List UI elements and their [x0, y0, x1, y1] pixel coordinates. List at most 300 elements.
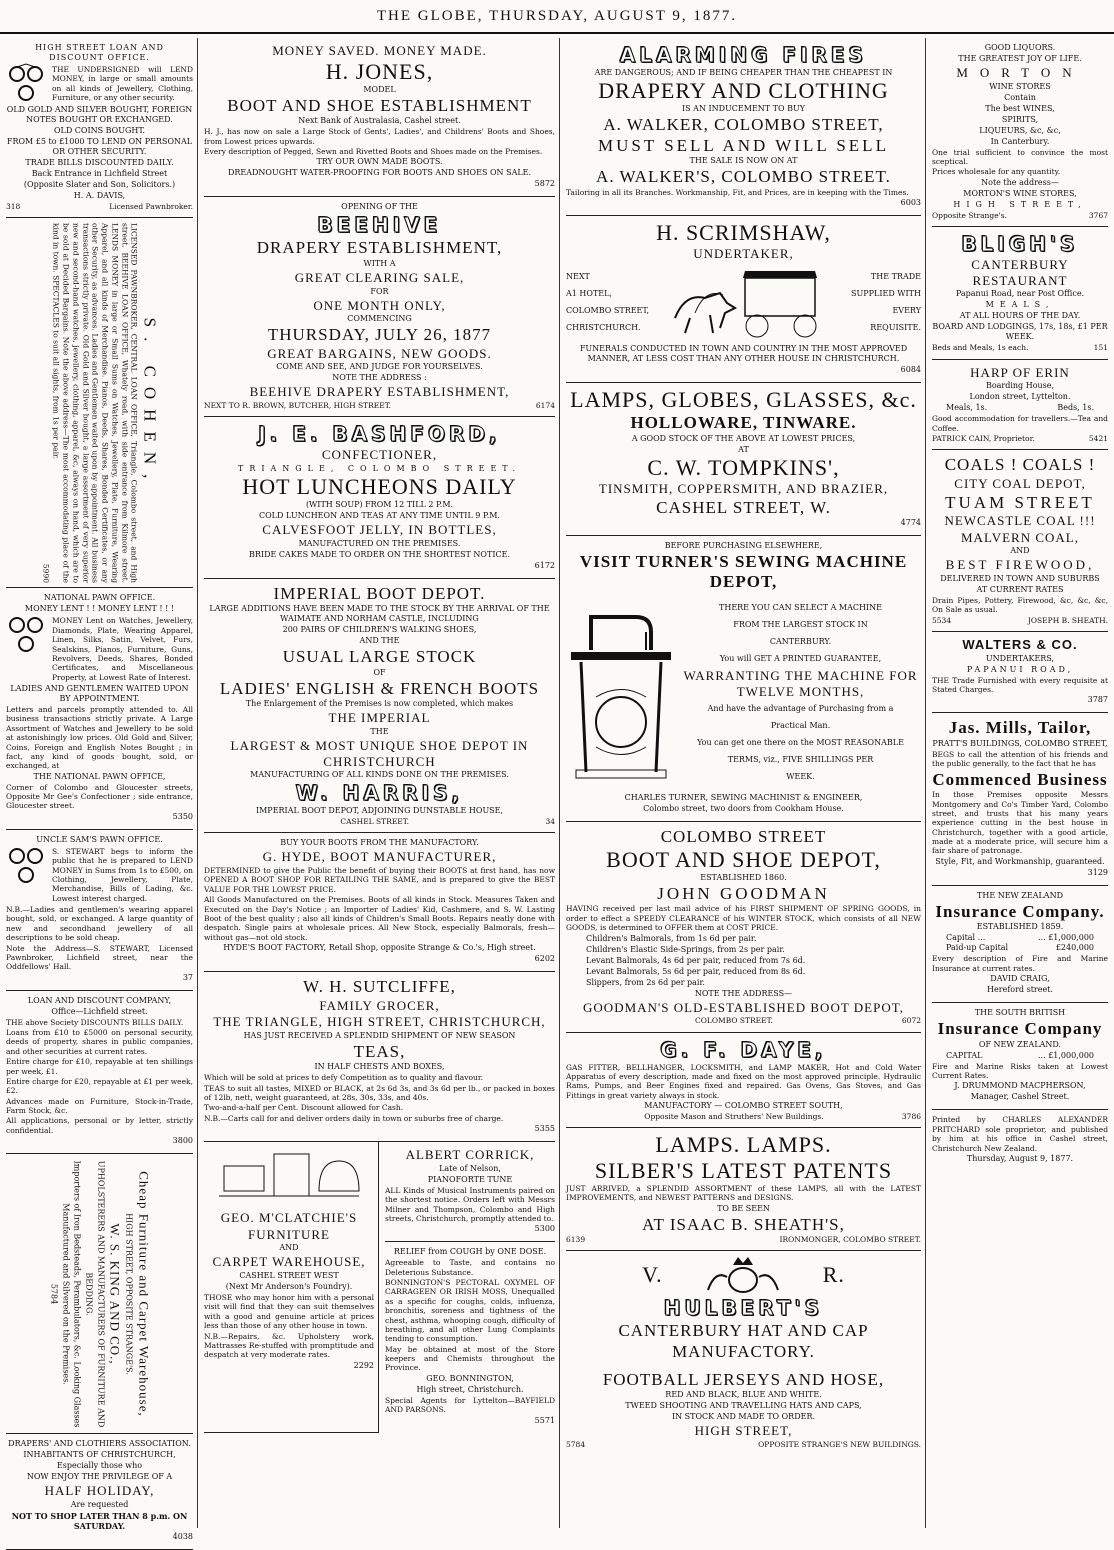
ad-line: OLD GOLD AND SILVER BOUGHT, FOREIGN NOTES BOUGHT OR EXCHANGED. [6, 105, 193, 124]
ad-body: LICENSED PAWNBROKER, CENTRAL LOAN OFFICE, Triangle, Colombo street, and High street. BEEHIVE LOAN OFFICE, Whately road, with side entrance from Kilmore street. LENDS MONEY in large or Small Sums on Watches, Jewellery, Plate, Furniture, Wearing Apparel, and all kinds of Merchandise. Pianos, Deeds, Shares, Bonded Certificates, or any other Security, as advances. Ladies and Gentlemen waited upon by appointment. All business transactions strictly private. Old Gold and Silver bought, a large assortment of very superior new and second-hand watches, jewellery, clothing, apparel, &c, always on hand, which are to be sold at Decided Bargains. Note the above address—The most accommodating place of the kind in town. SPECTACLES to suit all sights, from 1s per pair. [51, 222, 139, 583]
ad-line: COLOMBO STREET, [566, 306, 650, 316]
ad-name: CHARLES TURNER, SEWING MACHINIST & ENGINEER, [624, 793, 863, 803]
ad-line: BOARD AND LODGINGS, 17s, 18s, £1 PER WEEK. [932, 322, 1108, 342]
ad-role: Manager, Cashel Street. [970, 1092, 1070, 1102]
ad-line: TWEED SHOOTING AND TRAVELLING HATS AND CAPS, [625, 1401, 862, 1411]
ad-title: Insurance Company. [935, 901, 1105, 921]
ad-line: A1 HOTEL, [566, 289, 612, 299]
ad-number: 3786 [901, 1112, 921, 1122]
ad-subtitle: THE GREATEST JOY OF LIFE. [958, 54, 1082, 63]
ad-heading: TEAS, [353, 1041, 406, 1061]
ad-heading: MEALS, [985, 300, 1055, 310]
ad-address: London street, Lyttelton. [969, 392, 1071, 402]
ad-name: Jas. Mills, Tailor, [948, 718, 1092, 738]
ad-name: HARP OF ERIN [970, 364, 1070, 380]
ad-title: WINE STORES [989, 81, 1051, 91]
ad-number: 6003 [900, 198, 921, 208]
ad-sutcliffe [204, 972, 555, 1142]
ad-body: NOW ENJOY THE PRIVILEGE OF A [26, 1472, 173, 1482]
ad-proprietor: PATRICK CAIN, Proprietor. [932, 434, 1035, 443]
ad-heading: Commenced Business [932, 769, 1108, 789]
ad-number: 5990 [40, 563, 50, 583]
ad-line: Back Entrance in Lichfield Street [31, 169, 168, 178]
ad-mills [932, 713, 1108, 885]
ad-note: NOTE THE ADDRESS— [694, 988, 793, 998]
ad-name: ALBERT CORRICK, [405, 1147, 535, 1163]
ad-line: WEEK. [786, 771, 815, 781]
ad-subtitle: OF NEW ZEALAND. [978, 1039, 1062, 1049]
ad-address: THE TRIANGLE, HIGH STREET, CHRISTCHURCH, [213, 1014, 546, 1030]
price-line: Levant Balmorals, 4s 6d per pair, reduced from 7s 6d. [586, 955, 806, 965]
ad-body: May be obtained at most of the Store keepers and Chemists throughout the Province. [385, 1344, 555, 1373]
ad-title: LOAN AND DISCOUNT COMPANY, [27, 995, 172, 1005]
ad-note: NOTE THE ADDRESS : [332, 373, 427, 383]
ad-small: WITH A [363, 259, 396, 268]
ad-king [6, 1154, 193, 1434]
capital-label: Capital ... [946, 933, 986, 943]
ad-title: FURNITURE [248, 1226, 330, 1242]
ad-tompkins [566, 383, 921, 536]
ad-name: W. S. KING AND CO., [107, 1222, 123, 1365]
ad-body: Tailoring in all its Branches. Workmanship, Fit, and Prices, are in keeping with the Times. [566, 187, 909, 197]
ad-title: IMPERIAL BOOT DEPOT. [273, 583, 486, 603]
ad-number: 6139 [566, 1235, 586, 1245]
ad-role: Licensed Pawnbroker. [109, 202, 193, 211]
ad-address: BEEHIVE DRAPERY ESTABLISHMENT, [249, 384, 510, 400]
ad-jones [204, 38, 555, 197]
ad-title: CANTERBURY HAT AND CAP [618, 1321, 869, 1341]
ad-body: DETERMINED to give the Public the benefit of buying their BOOTS at first hand, has now OPENED A BOOT SHOP FOR RETAILING THE SAME, and is prepared to give the BEST VALUE FOR THE LOWEST PRICE. [204, 866, 555, 894]
ad-line: AT CURRENT RATES [976, 584, 1064, 594]
sewing-machine-illustration-icon [566, 592, 676, 792]
ad-subtitle: ESTABLISHED 1860. [700, 872, 787, 882]
ad-line: SUPPLIED WITH [851, 289, 921, 299]
ad-body: H. J., has now on sale a Large Stock of Gents', Ladies', and Childrens' Boots and Shoes, from Lowest prices upwards. [204, 127, 555, 146]
ad-number: 5355 [534, 1124, 555, 1134]
ad-body: Entire charge for £20, repayable at £1 per week, £2. [6, 1076, 193, 1096]
ad-cohen [6, 218, 193, 588]
ad-line: COME AND SEE, AND JUDGE FOR YOURSELVES. [276, 362, 483, 372]
ad-small: AND THE [359, 636, 400, 646]
ad-body: N.B.—Ladies and gentlemen's wearing apparel bought, sold, or exchanged. A large quantity of new and secondhand jewellery of all descriptions to be sold cheap. [6, 905, 193, 943]
ad-address: TRIANGLE, COLOMBO STREET. [237, 463, 522, 473]
ad-subtitle: CITY COAL DEPOT, [954, 475, 1086, 491]
ad-goodman [566, 822, 921, 1032]
ad-subtitle: Boarding House, [985, 381, 1055, 391]
ad-small: COMMENCING [347, 314, 412, 324]
ad-heading: GREAT CLEARING SALE, [294, 270, 465, 285]
ad-subtitle: UPHOLSTERERS AND MANUFACTURERS OF FURNITURE AND BEDDING. [84, 1160, 105, 1427]
ad-subtitle: Office—Lichfield street. [51, 1006, 148, 1016]
ad-hyde [204, 833, 555, 972]
ad-line: IS AN INDUCEMENT TO BUY [681, 104, 806, 114]
ad-name: JOSEPH B. SHEATH. [1027, 615, 1108, 625]
ad-address: GOODMAN'S OLD-ESTABLISHED BOOT DEPOT, [583, 999, 904, 1015]
ad-number: 6072 [901, 1016, 921, 1026]
ad-name: J. DRUMMOND MACPHERSON, [954, 1081, 1086, 1091]
capital-value: ... £1,000,000 [1038, 1050, 1094, 1060]
ad-line: NEXT [566, 272, 590, 282]
ad-title: UNDERTAKER, [693, 246, 794, 262]
ad-line: Contain [1004, 92, 1036, 102]
ad-body: N.B.—Repairs, &c. Upholstery work, Mattrasses Re-stuffed with promptitude and despatch at very moderate rates. [204, 1331, 374, 1360]
ad-national-pawn [6, 588, 193, 829]
ad-heading: GREAT BARGAINS, NEW GOODS. [267, 345, 492, 361]
ad-heading: MALVERN COAL, [961, 529, 1079, 545]
ad-name: GEO. M'CLATCHIE'S [220, 1210, 358, 1226]
ad-bligh [932, 227, 1108, 360]
ad-title: DRAPERY ESTABLISHMENT, [256, 238, 503, 258]
ad-number: 5784 [49, 1283, 59, 1304]
ad-number: 37 [182, 972, 193, 982]
ad-body: JUST ARRIVED, a SPLENDID ASSORTMENT of these LAMPS, all with the LATEST IMPROVEMENTS, and NEWEST PATTERNS and DESIGNS. [566, 1183, 921, 1203]
ad-subtitle: MODEL [363, 84, 396, 94]
ad-name: A. WALKER, COLOMBO STREET, [603, 115, 884, 135]
ad-walker [566, 38, 921, 216]
ad-title: CARPET WAREHOUSE, [212, 1254, 366, 1270]
ad-small: THE [370, 726, 389, 736]
royal-crest-icon [703, 1255, 783, 1295]
ad-name: G. HYDE, BOOT MANUFACTURER, [262, 849, 497, 865]
ad-address: COLOMBO STREET. [695, 1016, 773, 1026]
ad-body: Entire charge for £10, repayable at ten shillings per week, £1. [6, 1057, 193, 1076]
ad-body: THOSE who may honor him with a personal visit will find that they can suit themselves with a good and genuine article at prices less than those of any other house in town. [204, 1293, 374, 1331]
ad-line: The best WINES, [985, 103, 1055, 113]
ad-city-coal [932, 450, 1108, 632]
ad-address: CASHEL STREET WEST [239, 1271, 339, 1280]
ad-heading: NEWCASTLE COAL !!! [944, 513, 1096, 529]
pawn-balls-icon [7, 615, 45, 655]
ad-line: FROM £5 to £1000 TO LEND ON PERSONAL OR OTHER SECURITY. [6, 137, 193, 156]
ad-title: LAMPS. LAMPS. [655, 1132, 832, 1158]
ad-number: 6172 [534, 560, 555, 570]
ad-number: 151 [1093, 343, 1108, 353]
ad-name: GEO. BONNINGTON, [426, 1373, 514, 1383]
ad-body: All Goods Manufactured on the Premises. Boots of all kinds in Stock. Measures Taken and Executed on the Day's Notice ; an Importer of Ladies' Kid, Cashmere, and S. W. Lasting Boot of the best quality ; also all kinds of Children's Small Boots. Repairs neatly done with despatch. Single pairs at wholesale prices. All New Stock, especially Balmorals, fresh—without gas—not old stock. [204, 895, 555, 942]
ad-title: UNDERTAKERS, [985, 653, 1055, 663]
ad-line: (WITH SOUP) FROM 12 TILL 2 P.M. [305, 500, 454, 510]
ad-line: MANUFACTURING OF ALL KINDS DONE ON THE PREMISES. [250, 770, 509, 780]
ad-title: BOOT AND SHOE ESTABLISHMENT [227, 95, 532, 115]
ad-subtitle: SILBER'S LATEST PATENTS [594, 1157, 893, 1183]
ad-title: ALARMING FIRES [619, 43, 868, 67]
ad-body: Good accommodation for travellers.—Tea and Coffee. [932, 414, 1108, 433]
ad-name: W. H. SUTCLIFFE, [303, 977, 456, 997]
ad-small: AND [1010, 546, 1030, 556]
ad-harp-of-erin [932, 360, 1108, 451]
ad-address: MORTON'S WINE STORES, [963, 188, 1077, 198]
paid-capital-value: £240,000 [1055, 943, 1094, 953]
ad-line: TRY OUR OWN MADE BOOTS. [316, 157, 443, 167]
ad-body: Loans from £10 to £5000 on personal security, deeds of property, shares in public companies, and other securities at current rates. [6, 1028, 193, 1056]
ad-address: High street, Christchurch. [416, 1384, 524, 1394]
ad-line: The Enlargement of the Premises is now completed, which makes [245, 699, 514, 709]
ad-number: 6084 [900, 364, 921, 374]
ad-title: HIGH STREET LOAN AND DISCOUNT OFFICE. [35, 43, 164, 62]
ad-subtitle: Agreeable to Taste, and contains no Deleterious Substance. [385, 1258, 555, 1277]
ad-body: HAS JUST RECEIVED A SPLENDID SHIPMENT OF NEW SEASON [243, 1030, 516, 1040]
ad-name: C. W. TOMPKINS', [647, 454, 840, 480]
ad-body: MONEY Lent on Watches, Jewellery, Diamonds, Plate, Wearing Apparel, Linen, Silks, Satin, Velvet, Furs, Sealskins, Pianos, Furniture, Guns, Revolvers, Deeds, Shares, Bonded Certificates, and Miscellaneous Property, at Lowest Rate of Interest. [52, 616, 193, 682]
paid-capital-label: Paid-up Capital [946, 943, 1009, 953]
ad-address: PAPANUI ROAD, [966, 664, 1074, 674]
ad-number: 5421 [1088, 434, 1108, 443]
ad-number: 3129 [1087, 867, 1108, 877]
ad-number: 3767 [1088, 210, 1108, 220]
ad-date: THURSDAY, JULY 26, 1877 [267, 325, 492, 345]
ad-small: FOR [370, 286, 389, 296]
ad-body: All applications, personal or by letter, strictly confidential. [6, 1116, 193, 1135]
ad-number: 5350 [172, 811, 193, 821]
ad-body: HAVING received per last mail advice of his FIRST SHIPMENT OF SPRING GOODS, in order to effect a SPEEDY CLEARANCE of his WINTER STOCK, which consists of all NEW GOODS, is determined to OFFER them at COST PRICE. [566, 904, 921, 933]
ad-initial: V. [642, 1262, 663, 1288]
ad-address: Corner of Colombo and Gloucester streets, Opposite Mr Gee's Confectioner ; side entrance, Gloucester street. [6, 782, 193, 811]
ad-title: BOOT AND SHOE DEPOT, [606, 846, 881, 872]
ad-davis [6, 38, 193, 218]
ad-address: HIGH STREET, [953, 199, 1087, 209]
ad-address: IMPERIAL BOOT DEPOT, ADJOINING DUNSTABLE HOUSE, [255, 806, 504, 816]
ad-body: INHABITANTS OF CHRISTCHURCH, [23, 1450, 176, 1460]
ad-line: RED AND BLACK, BLUE AND WHITE. [665, 1390, 822, 1400]
ad-line: THERE YOU CAN SELECT A MACHINE [719, 602, 882, 612]
ad-line: TRADE BILLS DISCOUNTED DAILY. [25, 158, 174, 167]
ad-address: Opposite Strange's. [932, 210, 1007, 220]
ad-bonnington [385, 1242, 555, 1432]
ad-line: THE SALE IS NOW ON AT [689, 156, 798, 166]
ad-number: 318 [6, 202, 21, 211]
ad-number: 5300 [534, 1224, 555, 1234]
ad-line: A GOOD STOCK OF THE ABOVE AT LOWEST PRICES, [631, 433, 856, 443]
ad-name: HULBERT'S [663, 1296, 824, 1321]
imprint [932, 1110, 1108, 1171]
ad-name: H. A. DAVIS, [73, 191, 126, 200]
ad-subtitle: ESTABLISHED 1859. [976, 922, 1064, 932]
ad-line: CANTERBURY. [769, 636, 832, 646]
ad-number: 5534 [932, 615, 952, 625]
ad-agent: Special Agents for Lyttelton—BAYFIELD AND PARSONS. [385, 1395, 555, 1415]
ad-top: BUY YOUR BOOTS FROM THE MANUFACTORY. [280, 838, 479, 848]
ad-body: Fire and Marine Risks taken at Lowest Current Rates. [932, 1061, 1108, 1080]
ad-address: CASHEL STREET, W. [656, 497, 831, 517]
masthead: THE GLOBE, THURSDAY, AUGUST 9, 1877. [0, 0, 1114, 34]
ad-address: PRATT'S BUILDINGS, COLOMBO STREET, [932, 738, 1108, 748]
ad-line: TWELVE MONTHS, [736, 684, 865, 700]
ad-south-british-insurance [932, 1003, 1108, 1110]
ad-morton [932, 38, 1108, 227]
ad-line: 200 PAIRS OF CHILDREN'S WALKING SHOES, [282, 625, 477, 635]
column-2 [200, 38, 560, 1528]
ad-subtitle: MONEY LENT ! ! MONEY LENT ! ! ! [24, 604, 175, 614]
column-1 [2, 38, 198, 1541]
ad-line: DREADNOUGHT WATER-PROOFING FOR BOOTS AND SHOES ON SALE. [227, 168, 532, 178]
ad-name: W. HARRIS, [295, 781, 464, 806]
ad-line: (Opposite Slater and Son, Solicitors.) [23, 180, 176, 189]
ad-address: HIGH STREET, [694, 1423, 793, 1439]
ad-body: Drain Pipes, Pottery, Firewood, &c, &c, &c, On Sale as usual. [932, 595, 1108, 615]
capital-value: ... £1,000,000 [1038, 933, 1094, 943]
ad-uncle-sams [6, 830, 193, 991]
ad-line: DELIVERED IN TOWN AND SUBURBS [940, 573, 1100, 583]
ad-small: TO BE SEEN [717, 1203, 770, 1213]
ad-heading: DRAPERY AND CLOTHING [598, 78, 889, 103]
imprint-date: Thursday, August 9, 1877. [966, 1153, 1074, 1163]
bottom-ads-row [204, 1142, 555, 1432]
ad-name: JOHN GOODMAN [657, 883, 830, 903]
ad-line: LIQUEURS, &c, &c, [979, 125, 1061, 135]
ad-name: BLIGH'S [961, 232, 1079, 257]
pawn-balls-icon [7, 846, 45, 886]
ad-heading: THE IMPERIAL [328, 710, 431, 726]
ad-note: Note the address— [981, 177, 1059, 187]
ad-turner [566, 536, 921, 822]
ad-body: Letters and parcels promptly attended to. All business transactions strictly private. A Large Assortment of Watches and Jewellery to be sold at astonishingly low prices. Old Gold and Silver, Coins, Foreign and English Notes Bought ; in fact, any kind of goods bought, sold, or exchanged, at [6, 705, 193, 771]
pawn-balls-icon [7, 64, 45, 104]
ad-body: BEGS to call the attention of his friends and the public generally, to the fact that he has [932, 749, 1108, 769]
imprint-text: Printed by CHARLES ALEXANDER PRITCHARD sole proprietor, and published by him at his office in Cashel street, Christchurch New Zealand. [932, 1115, 1108, 1153]
ad-body: Every description of Pegged, Sewn and Rivetted Boots and Shoes made on the Premises. [204, 147, 543, 157]
ad-line: WARRANTING THE MACHINE FOR [683, 667, 918, 683]
ad-address: Next Bank of Australasia, Cashel street. [298, 116, 461, 126]
ad-address: MANUFACTORY — COLOMBO STREET SOUTH, [644, 1101, 843, 1111]
capital-label: CAPITAL [946, 1050, 983, 1060]
price-line: Levant Balmorals, 5s 6d per pair, reduced from 8s 6d. [586, 966, 806, 976]
ad-title: CANTERBURY RESTAURANT [971, 257, 1069, 288]
ad-number: 4038 [172, 1531, 193, 1541]
ad-top: BEFORE PURCHASING ELSEWHERE, [664, 541, 823, 551]
ad-line: AT ALL HOURS OF THE DAY. [959, 311, 1081, 321]
ad-line: IN STOCK AND MADE TO ORDER. [671, 1412, 816, 1422]
ad-body: NOT TO SHOP LATER THAN 8 p.m. ON SATURDAY. [11, 1510, 188, 1531]
ad-address: HYDE'S BOOT FACTORY, Retail Shop, opposite Strange & Co.'s, High street. [223, 943, 536, 953]
ad-body: LARGE ADDITIONS HAVE BEEN MADE TO THE STOCK BY THE ARRIVAL OF THE WAIMATE AND NORHAM CASTLE, INCLUDING [209, 604, 550, 624]
ad-address: TUAM STREET [945, 492, 1095, 512]
ad-number: 5872 [534, 179, 555, 189]
ad-heading: BEST FIREWOOD, [945, 557, 1095, 573]
ad-body: THE UNDERSIGNED will LEND MONEY, in large or small amounts on all kinds of Jewellery, Clothing, Furniture, or any other security. [52, 65, 193, 103]
ad-name: J. E. BASHFORD, [258, 422, 501, 447]
ad-line: CHRISTCHURCH. [566, 323, 641, 333]
ad-name: G. F. DAYE, [660, 1037, 827, 1062]
ad-heading: LADIES' ENGLISH & FRENCH BOOTS [219, 678, 540, 698]
ad-address: Opposite Mason and Struthers' New Buildings. [644, 1112, 824, 1122]
ad-line: THE TRADE [870, 272, 921, 282]
ad-title: FAMILY GROCER, [319, 997, 440, 1013]
ad-address: OPPOSITE STRANGE'S NEW BUILDINGS. [758, 1439, 921, 1449]
ad-number: 34 [545, 817, 555, 827]
ad-body: BONNINGTON'S PECTORAL OXYMEL OF CARRAGEEN OR IRISH MOSS, Unequalled as a specific for coughs, colds, influenza, bronchitis, soreness and tightness of the chest, asthma, whooping cough, difficulty of breathing, and all other Lung Complaints tending to consumption. [385, 1278, 555, 1344]
ad-address: CASHEL STREET. [340, 817, 410, 827]
ad-line: IN HALF CHESTS AND BOXES, [314, 1062, 445, 1072]
ad-discount-company [6, 991, 193, 1155]
ad-mclatchie [204, 1142, 379, 1432]
ad-address: Hereford street. [987, 985, 1053, 995]
ad-heading: LARGEST & MOST UNIQUE SHOE DEPOT IN CHRISTCHURCH [230, 737, 529, 769]
ad-line: And have the advantage of Purchasing from a [707, 703, 894, 713]
ad-name: H. SCRIMSHAW, [656, 220, 831, 246]
ad-title: Cheap Furniture and Carpet Warehouse, [136, 1170, 152, 1417]
ad-name: AT ISAAC B. SHEATH'S, [642, 1214, 845, 1234]
ad-top: THE SOUTH BRITISH [974, 1008, 1066, 1018]
ad-title: PIANOFORTE TUNE [427, 1174, 513, 1184]
ad-body: TEAS to suit all tastes, MIXED or BLACK, at 2s 6d 3s, and 3s 6d per lb., or packed in boxes of 12lb, nett, weight guaranteed, at 28s, 30s, 33s, and 40s. [204, 1083, 555, 1103]
ad-line: REQUISITE. [870, 323, 921, 333]
ad-body: THE Trade Furnished with every requisite at Stated Charges. [932, 675, 1108, 694]
ad-line: Beds, 1s. [1057, 403, 1094, 413]
ad-address: Papanui Road, near Post Office. [955, 289, 1085, 299]
ad-scrimshaw [566, 216, 921, 383]
ad-small: AT [738, 444, 749, 454]
ad-bashford [204, 417, 555, 578]
ad-number: 6202 [534, 954, 555, 964]
ad-title: CONFECTIONER, [321, 447, 438, 463]
ad-title: UNCLE SAM'S PAWN OFFICE. [36, 834, 163, 844]
ad-title: LAMPS, GLOBES, GLASSES, &c. [570, 386, 917, 412]
ad-line: EVERY [892, 306, 921, 316]
ad-heading: ONE MONTH ONLY, [313, 297, 446, 313]
ad-body: Importers of Iron Bedsteads, Perambulators, &c. Looking Glasses Manufactured and Silvered on the Premises. [61, 1160, 82, 1428]
ad-daye [566, 1033, 921, 1129]
ad-heading: LADIES AND GENTLEMEN WAITED UPON BY APPOINTMENT. [10, 684, 189, 703]
ad-walters [932, 632, 1108, 713]
ad-drapers [6, 1434, 193, 1550]
ad-heading: USUAL LARGE STOCK [282, 647, 477, 667]
ad-body: In those Premises opposite Messrs Montgomery and Co's Timber Yard, Colombo street, and trusts that his many years experience cutting in the best house in Christchurch, together with a good article, made at a moderate price, will secure him a fair share of patronage. [932, 790, 1108, 856]
ad-top: OPENING OF THE [341, 202, 418, 212]
price-line: Children's Elastic Side-Springs, from 2s per pair. [586, 944, 785, 954]
ad-body: Every description of Fire and Marine Insurance at current rates. [932, 954, 1108, 973]
ad-beehive [204, 197, 555, 417]
ad-imperial [204, 579, 555, 834]
ad-small: AND [279, 1243, 299, 1253]
ad-name: A. WALKER'S, COLOMBO STREET. [596, 167, 891, 187]
ad-subtitle: ARE DANGEROUS; AND IF BEING CHEAPER THAN THE CHEAPEST IN [594, 68, 893, 77]
ad-number: 5784 [566, 1439, 586, 1449]
ad-title: COALS ! COALS ! [944, 455, 1096, 475]
ad-top: COLOMBO STREET [660, 827, 827, 847]
ad-name: H. JONES, [325, 58, 434, 84]
ad-line: Style, Fit, and Workmanship, guaranteed. [935, 856, 1105, 866]
ad-title: RELIEF from COUGH by ONE DOSE. [393, 1247, 547, 1257]
ad-heading: HALF HOLIDAY, [44, 1483, 155, 1499]
ad-subtitle: Late of Nelson, [439, 1163, 501, 1173]
ad-trade: IRONMONGER, COLOMBO STREET. [779, 1235, 921, 1245]
furniture-illustration-icon [214, 1146, 364, 1206]
ad-name: BEEHIVE [317, 213, 442, 238]
ad-line: Meals, 1s. [946, 403, 988, 413]
ad-address: NEXT TO R. BROWN, BUTCHER, HIGH STREET. [204, 400, 392, 410]
ad-sheath-lamps [566, 1128, 921, 1251]
ad-name: WALTERS & CO. [962, 636, 1078, 652]
ad-title: MANUFACTORY. [672, 1341, 815, 1361]
column-3 [562, 38, 926, 1528]
ad-body: N.B.—Carts call for and deliver orders daily in town or suburbs free of charge. [204, 1113, 504, 1123]
ad-title: VISIT TURNER'S SEWING MACHINE DEPOT, [579, 552, 908, 591]
ad-name: DAVID CRAIG, [990, 974, 1050, 984]
ad-top: MONEY SAVED. MONEY MADE. [272, 43, 487, 58]
column-4 [928, 38, 1112, 1528]
ad-heading: HOT LUNCHEONS DAILY [242, 473, 517, 499]
ad-body: ALL Kinds of Musical Instruments paired on the shortest notice. Orders left with Messrs Milner and Thompson, Colombo and High streets, Christchurch, promptly attended to. [385, 1185, 555, 1223]
hearse-illustration-icon [665, 263, 835, 343]
ad-name: S. COHEN, [140, 317, 160, 489]
ad-body: Two-and-a-half per Cent. Discount allowed for Cash. [204, 1103, 404, 1113]
ad-corrick [385, 1142, 555, 1242]
ad-line: Beds and Meals, 1s each. [932, 343, 1029, 353]
ad-body: Note the Address—S. STEWART, Licensed Pawnbroker, Lichfield street, near the Oddfellows' Hall. [6, 943, 193, 972]
ad-small: OF [373, 667, 386, 677]
ad-initial: R. [822, 1262, 845, 1288]
ad-body: Prices wholesale for any quantity. [932, 167, 1061, 177]
